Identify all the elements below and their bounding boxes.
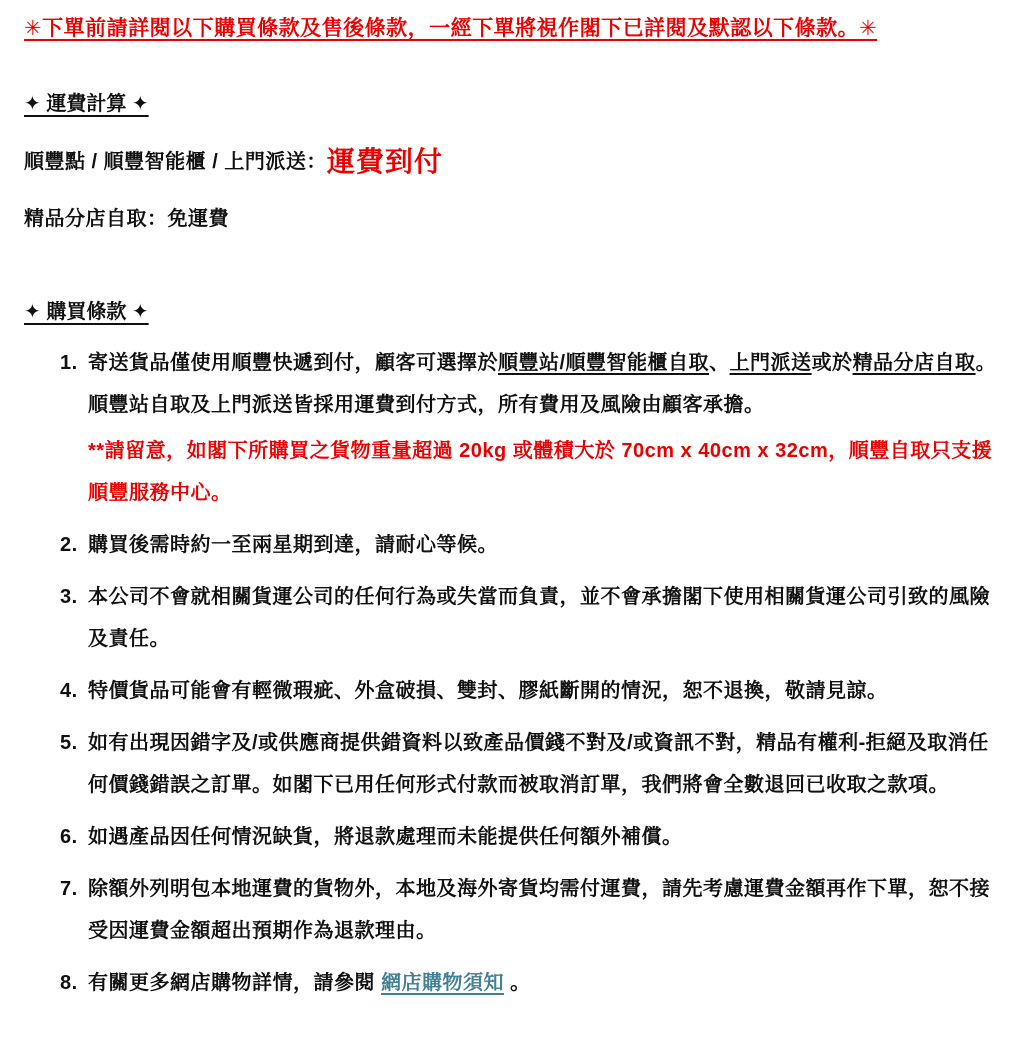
- list-item: [60, 722, 1002, 806]
- list-item: [60, 342, 1002, 514]
- item-text: [88, 342, 1002, 426]
- plain-text: 。順豐站自取及上門派送皆採用運費到付方式，所有費用及風險由顧客承擔。: [88, 352, 997, 417]
- list-item: [60, 576, 1002, 660]
- plain-text: 寄送貨品僅使用順豐快遞到付，顧客可選擇於: [88, 352, 498, 375]
- shipping-method-line: [24, 140, 1002, 180]
- item-text: [88, 868, 1002, 952]
- list-item: [60, 524, 1002, 566]
- plain-text: 如遇產品因任何情況缺貨，將退款處理而未能提供任何額外補償。: [88, 826, 683, 849]
- item-number: 8.: [60, 972, 78, 995]
- underlined-text: 精品分店自取: [852, 352, 976, 375]
- item-number: 6.: [60, 826, 78, 849]
- item-text: [88, 524, 1002, 566]
- terms-list: [60, 342, 1002, 1004]
- pre-order-notice: ✳下單前請詳閱以下購買條款及售後條款，一經下單將視作閣下已詳閱及默認以下條款。✳: [24, 17, 878, 40]
- item-body: [88, 576, 1002, 660]
- plain-text: 特價貨品可能會有輕微瑕疵、外盒破損、雙封、膠紙斷開的情況，恕不退換，敬請見諒。: [88, 680, 888, 703]
- store-pickup-line: 精品分店自取：免運費: [24, 208, 229, 231]
- plain-text: 有關更多網店購物詳情，請參閱: [88, 972, 382, 995]
- item-text: [88, 962, 1002, 1004]
- item-body: [88, 962, 1002, 1004]
- terms-section-heading: ✦ 購買條款 ✦: [24, 301, 149, 324]
- list-item: [60, 670, 1002, 712]
- shipping-heading-row: [24, 87, 1002, 116]
- item-body: [88, 868, 1002, 952]
- item-text: [88, 670, 1002, 712]
- plain-text: 本公司不會就相關貨運公司的任何行為或失當而負責，並不會承擔閣下使用相關貨運公司引致的風險及責任。: [88, 586, 990, 651]
- item-number: 5.: [60, 732, 78, 755]
- item-text: [88, 816, 1002, 858]
- item-number: 4.: [60, 680, 78, 703]
- shipping-method-label: 順豐點 / 順豐智能櫃 / 上門派送：: [24, 151, 327, 174]
- plain-text: 購買後需時約一至兩星期到達，請耐心等候。: [88, 534, 498, 557]
- plain-text: 、: [709, 352, 730, 375]
- item-number: 7.: [60, 878, 78, 901]
- shipping-section-heading: ✦ 運費計算 ✦: [24, 93, 149, 116]
- weight-limit-note: **請留意，如閣下所購買之貨物重量超過 20kg 或體積大於 70cm x 40cm x 32cm，順豐自取只支援順豐服務中心。: [88, 440, 993, 505]
- item-body: [88, 722, 1002, 806]
- item-number: 3.: [60, 586, 78, 609]
- item-body: [88, 524, 1002, 566]
- underlined-text: 順豐站/順豐智能櫃自取: [498, 352, 710, 375]
- list-item: [60, 868, 1002, 952]
- item-number: 2.: [60, 534, 78, 557]
- item-body: [88, 342, 1002, 514]
- plain-text: 如有出現因錯字及/或供應商提供錯資料以致產品價錢不對及/或資訊不對，精品有權利-拒絕及取消任何價錢錯誤之訂單。如閣下已用任何形式付款而被取消訂單，我們將會全數退回已收取之款項。: [88, 732, 989, 797]
- item-body: [88, 670, 1002, 712]
- list-item: [60, 816, 1002, 858]
- shop-guide-link[interactable]: 網店購物須知: [381, 972, 505, 995]
- terms-heading-row: [24, 295, 1002, 324]
- item-text: [88, 576, 1002, 660]
- underlined-text: 上門派送: [729, 352, 812, 375]
- plain-text: 或於: [811, 352, 853, 375]
- item-text: [88, 722, 1002, 806]
- shipping-fee-value: 運費到付: [326, 146, 443, 178]
- plain-text: 。: [504, 972, 531, 995]
- plain-text: 除額外列明包本地運費的貨物外，本地及海外寄貨均需付運費，請先考慮運費金額再作下單，恕不接受因運費金額超出預期作為退款理由。: [88, 878, 990, 943]
- item-number: 1.: [60, 352, 78, 375]
- list-item: [60, 962, 1002, 1004]
- item-body: [88, 816, 1002, 858]
